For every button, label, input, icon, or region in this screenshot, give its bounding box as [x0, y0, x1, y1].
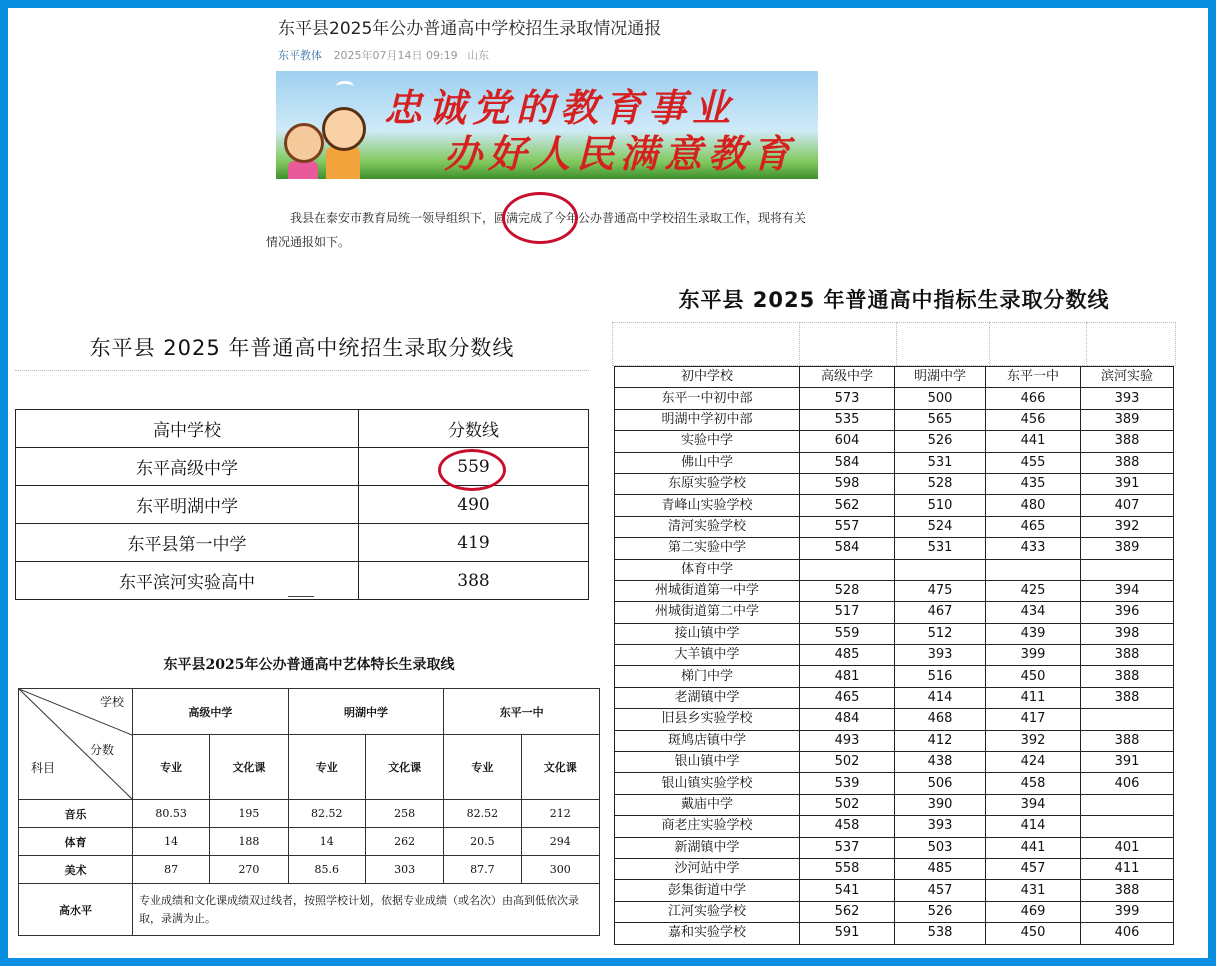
- score-cell: 500: [895, 388, 986, 409]
- table1-grid: [15, 409, 589, 600]
- school-cell: 州城街道第一中学: [615, 580, 800, 601]
- header-cell: 分数线: [359, 410, 589, 448]
- score-cell: 565: [895, 409, 986, 430]
- score-cell: 458: [800, 816, 895, 837]
- value-cell: 14: [133, 828, 210, 856]
- subject-cell: 美术: [19, 856, 133, 884]
- school-cell: 第二实验中学: [615, 538, 800, 559]
- score-cell: 388: [1081, 666, 1174, 687]
- score-cell: 468: [895, 709, 986, 730]
- table3-title: 东平县2025年公办普通高中艺体特长生录取线: [163, 657, 455, 673]
- school-cell: 州城街道第二中学: [615, 602, 800, 623]
- score-cell: 431: [986, 880, 1081, 901]
- article-meta: [278, 47, 495, 63]
- school-cell: 彭集街道中学: [615, 880, 800, 901]
- score-cell: 584: [800, 452, 895, 473]
- school-cell: 清河实验学校: [615, 516, 800, 537]
- table-row: [16, 524, 589, 562]
- score-cell: 512: [895, 623, 986, 644]
- score-cell: 388: [1081, 687, 1174, 708]
- score-cell: 406: [1081, 773, 1174, 794]
- score-cell: 591: [800, 923, 895, 944]
- table-row: [19, 828, 600, 856]
- score-cell: 526: [895, 901, 986, 922]
- score-cell: 414: [895, 687, 986, 708]
- score-cell: 584: [800, 538, 895, 559]
- school-cell: 东平滨河实验高中: [16, 562, 359, 600]
- score-cell: 485: [895, 858, 986, 879]
- score-cell: 510: [895, 495, 986, 516]
- score-cell: 541: [800, 880, 895, 901]
- score-cell: 506: [895, 773, 986, 794]
- quota-admission-table: [612, 274, 1176, 945]
- score-cell: 401: [1081, 837, 1174, 858]
- table-header-row: [16, 410, 589, 448]
- score-cell: 502: [800, 752, 895, 773]
- table-row: [615, 901, 1174, 922]
- score-cell: 537: [800, 837, 895, 858]
- score-cell: 465: [800, 687, 895, 708]
- table-row: [615, 709, 1174, 730]
- score-cell: 559: [359, 448, 589, 486]
- score-cell: 439: [986, 623, 1081, 644]
- score-cell: 535: [800, 409, 895, 430]
- table-row: [615, 559, 1174, 580]
- score-cell: 562: [800, 901, 895, 922]
- school-cell: 接山镇中学: [615, 623, 800, 644]
- table2-title: 东平县 2025 年普通高中指标生录取分数线: [678, 288, 1110, 312]
- score-cell: 531: [895, 538, 986, 559]
- child-face: [284, 123, 324, 163]
- score-cell: 457: [895, 880, 986, 901]
- score-cell: 562: [800, 495, 895, 516]
- value-cell: 303: [365, 856, 443, 884]
- score-cell: 414: [986, 816, 1081, 837]
- school-cell: 东平县第一中学: [16, 524, 359, 562]
- value-cell: 20.5: [444, 828, 521, 856]
- score-cell: 469: [986, 901, 1081, 922]
- table-row: [615, 816, 1174, 837]
- school-cell: 大羊镇中学: [615, 645, 800, 666]
- score-cell: 531: [895, 452, 986, 473]
- score-cell: 441: [986, 431, 1081, 452]
- divider: [288, 596, 314, 597]
- table-header-row: [615, 367, 1174, 388]
- table-row: [615, 495, 1174, 516]
- score-cell: 493: [800, 730, 895, 751]
- score-cell: 396: [1081, 602, 1174, 623]
- score-cell: 425: [986, 580, 1081, 601]
- score-cell: 557: [800, 516, 895, 537]
- score-cell: 517: [800, 602, 895, 623]
- score-cell: 526: [895, 431, 986, 452]
- table-row: [615, 602, 1174, 623]
- note-cell: 专业成绩和文化课成绩双过线者，按照学校计划，依据专业成绩（或名次）由高到低依次录取，录满为止。: [133, 884, 600, 936]
- score-cell: 424: [986, 752, 1081, 773]
- school-cell: 嘉和实验学校: [615, 923, 800, 944]
- subcol-header: 文化课: [521, 735, 599, 800]
- school-cell: 实验中学: [615, 431, 800, 452]
- score-cell: 466: [986, 388, 1081, 409]
- score-cell: 455: [986, 452, 1081, 473]
- score-cell: 456: [986, 409, 1081, 430]
- school-cell: 新湖镇中学: [615, 837, 800, 858]
- banner-slogan-1: 忠诚党的教育事业: [384, 85, 737, 130]
- child-face: [322, 107, 366, 151]
- score-cell: 528: [895, 473, 986, 494]
- score-cell: [986, 559, 1081, 580]
- school-cell: 青峰山实验学校: [615, 495, 800, 516]
- score-cell: 419: [359, 524, 589, 562]
- table-row: [615, 730, 1174, 751]
- score-cell: 450: [986, 923, 1081, 944]
- score-cell: 598: [800, 473, 895, 494]
- arts-sports-table: [18, 642, 600, 946]
- header-cell: 初中学校: [615, 367, 800, 388]
- score-cell: [1081, 794, 1174, 815]
- value-cell: 80.53: [133, 800, 210, 828]
- value-cell: 87.7: [444, 856, 521, 884]
- score-cell: 388: [1081, 452, 1174, 473]
- score-cell: 388: [1081, 880, 1174, 901]
- table-row: [615, 623, 1174, 644]
- score-cell: 392: [1081, 516, 1174, 537]
- school-cell: 东平高级中学: [16, 448, 359, 486]
- score-cell: 528: [800, 580, 895, 601]
- score-cell: 559: [800, 623, 895, 644]
- diagonal-header-cell: [19, 689, 133, 800]
- score-cell: 398: [1081, 623, 1174, 644]
- score-cell: 481: [800, 666, 895, 687]
- value-cell: 85.6: [288, 856, 365, 884]
- header-cell: 明湖中学: [895, 367, 986, 388]
- school-cell: 戴庙中学: [615, 794, 800, 815]
- score-cell: 399: [1081, 901, 1174, 922]
- score-cell: [895, 559, 986, 580]
- score-cell: 389: [1081, 409, 1174, 430]
- score-cell: 438: [895, 752, 986, 773]
- subcol-header: 文化课: [365, 735, 443, 800]
- score-cell: 441: [986, 837, 1081, 858]
- table-row: [615, 645, 1174, 666]
- school-cell: 明湖中学初中部: [615, 409, 800, 430]
- table3-grid: [18, 688, 600, 936]
- score-cell: 394: [1081, 580, 1174, 601]
- school-cell: 银山镇实验学校: [615, 773, 800, 794]
- header-cell: 滨河实验: [1081, 367, 1174, 388]
- table-row: [16, 562, 589, 600]
- article-source[interactable]: 东平教体: [278, 49, 322, 62]
- table-row: [615, 773, 1174, 794]
- bird-icon: [336, 81, 354, 92]
- score-cell: 484: [800, 709, 895, 730]
- score-cell: 389: [1081, 538, 1174, 559]
- table-row: [615, 538, 1174, 559]
- score-cell: 388: [1081, 431, 1174, 452]
- banner-image: [276, 71, 818, 179]
- school-cell: 梯门中学: [615, 666, 800, 687]
- school-cell: 斑鸠店镇中学: [615, 730, 800, 751]
- score-cell: 393: [895, 645, 986, 666]
- header-cell: 东平一中: [986, 367, 1081, 388]
- score-cell: 406: [1081, 923, 1174, 944]
- table-row: [615, 858, 1174, 879]
- table-row: [615, 388, 1174, 409]
- school-cell: 老湖镇中学: [615, 687, 800, 708]
- table-row: [615, 666, 1174, 687]
- score-cell: 480: [986, 495, 1081, 516]
- school-cell: 佛山中学: [615, 452, 800, 473]
- school-cell: 东平一中初中部: [615, 388, 800, 409]
- value-cell: 212: [521, 800, 599, 828]
- highlight-circle: [438, 449, 506, 491]
- score-cell: 393: [1081, 388, 1174, 409]
- subject-cell: 体育: [19, 828, 133, 856]
- school-cell: 江河实验学校: [615, 901, 800, 922]
- table-row: [615, 880, 1174, 901]
- table2-body: [615, 367, 1174, 945]
- table-row: [19, 884, 600, 936]
- score-cell: 558: [800, 858, 895, 879]
- school-header: 东平一中: [444, 689, 600, 735]
- table-row: [615, 452, 1174, 473]
- subcol-header: 文化课: [210, 735, 288, 800]
- table-row: [16, 486, 589, 524]
- value-cell: 82.52: [288, 800, 365, 828]
- banner-slogan-2: 办好人民满意教育: [444, 131, 797, 176]
- screenshot-canvas: [8, 8, 1208, 958]
- score-cell: 434: [986, 602, 1081, 623]
- score-cell: 388: [1081, 730, 1174, 751]
- score-cell: 502: [800, 794, 895, 815]
- value-cell: 14: [288, 828, 365, 856]
- score-cell: 475: [895, 580, 986, 601]
- child-figure: [326, 147, 360, 179]
- subcol-header: 专业: [133, 735, 210, 800]
- article-paragraph: 我县在泰安市教育局统一领导组织下，圆满完成了今年公办普通高中学校招生录取工作，现将有关情况通报如下。: [266, 211, 807, 249]
- score-cell: 391: [1081, 752, 1174, 773]
- article-location: 山东: [467, 49, 490, 62]
- score-cell: 604: [800, 431, 895, 452]
- subcol-header: 专业: [288, 735, 365, 800]
- table-row: [615, 923, 1174, 944]
- table-row: [615, 687, 1174, 708]
- corner-score-label: 分数: [89, 743, 114, 757]
- school-cell: 旧县乡实验学校: [615, 709, 800, 730]
- score-cell: 485: [800, 645, 895, 666]
- table-spacer: [612, 322, 1176, 366]
- value-cell: 82.52: [444, 800, 521, 828]
- score-cell: [1081, 559, 1174, 580]
- score-cell: 490: [359, 486, 589, 524]
- table-row: [615, 752, 1174, 773]
- table-row: [19, 856, 600, 884]
- score-cell: 433: [986, 538, 1081, 559]
- score-cell: [1081, 709, 1174, 730]
- table-row: [615, 516, 1174, 537]
- table2-grid: [614, 366, 1174, 945]
- child-figure: [288, 161, 318, 179]
- article-title: 东平县2025年公办普通高中学校招生录取情况通报: [278, 19, 662, 39]
- school-header: 明湖中学: [288, 689, 444, 735]
- school-header: 高级中学: [133, 689, 289, 735]
- score-cell: 417: [986, 709, 1081, 730]
- highlight-circle: [502, 192, 578, 244]
- school-cell: 银山镇中学: [615, 752, 800, 773]
- subject-cell: 高水平: [19, 884, 133, 936]
- table1-title: 东平县 2025 年普通高中统招生录取分数线: [89, 336, 515, 360]
- subcol-header: 专业: [444, 735, 521, 800]
- school-cell: 东平明湖中学: [16, 486, 359, 524]
- score-cell: 503: [895, 837, 986, 858]
- table-header-row: [19, 689, 600, 735]
- corner-school-label: 学校: [99, 695, 124, 709]
- score-cell: 399: [986, 645, 1081, 666]
- article-date: 2025年07月14日 09:19: [333, 49, 458, 62]
- school-cell: 东原实验学校: [615, 473, 800, 494]
- score-cell: 457: [986, 858, 1081, 879]
- score-cell: 458: [986, 773, 1081, 794]
- score-cell: 450: [986, 666, 1081, 687]
- score-cell: 538: [895, 923, 986, 944]
- score-cell: 388: [1081, 645, 1174, 666]
- score-cell: 412: [895, 730, 986, 751]
- score-cell: 539: [800, 773, 895, 794]
- score-cell: 465: [986, 516, 1081, 537]
- table-row: [19, 800, 600, 828]
- score-cell: 573: [800, 388, 895, 409]
- value-cell: 258: [365, 800, 443, 828]
- score-cell: 467: [895, 602, 986, 623]
- score-cell: 392: [986, 730, 1081, 751]
- score-cell: 524: [895, 516, 986, 537]
- table-row: [615, 409, 1174, 430]
- score-cell: 516: [895, 666, 986, 687]
- value-cell: 294: [521, 828, 599, 856]
- score-cell: 390: [895, 794, 986, 815]
- value-cell: 262: [365, 828, 443, 856]
- header-cell: 高级中学: [800, 367, 895, 388]
- score-cell: 394: [986, 794, 1081, 815]
- score-cell: 411: [1081, 858, 1174, 879]
- score-cell: 435: [986, 473, 1081, 494]
- header-cell: 高中学校: [16, 410, 359, 448]
- score-cell: 391: [1081, 473, 1174, 494]
- corner-subject-label: 科目: [31, 761, 56, 775]
- table-row: [615, 794, 1174, 815]
- score-cell: 388: [359, 562, 589, 600]
- value-cell: 270: [210, 856, 288, 884]
- school-cell: 体育中学: [615, 559, 800, 580]
- value-cell: 87: [133, 856, 210, 884]
- score-cell: 407: [1081, 495, 1174, 516]
- score-cell: 393: [895, 816, 986, 837]
- table-row: [615, 580, 1174, 601]
- school-cell: 商老庄实验学校: [615, 816, 800, 837]
- table-spacer: [15, 370, 589, 409]
- value-cell: 188: [210, 828, 288, 856]
- score-cell: 411: [986, 687, 1081, 708]
- value-cell: 195: [210, 800, 288, 828]
- score-cell: [800, 559, 895, 580]
- subject-cell: 音乐: [19, 800, 133, 828]
- value-cell: 300: [521, 856, 599, 884]
- school-cell: 沙河站中学: [615, 858, 800, 879]
- table-row: [615, 431, 1174, 452]
- table-row: [615, 837, 1174, 858]
- score-cell: [1081, 816, 1174, 837]
- table-row: [615, 473, 1174, 494]
